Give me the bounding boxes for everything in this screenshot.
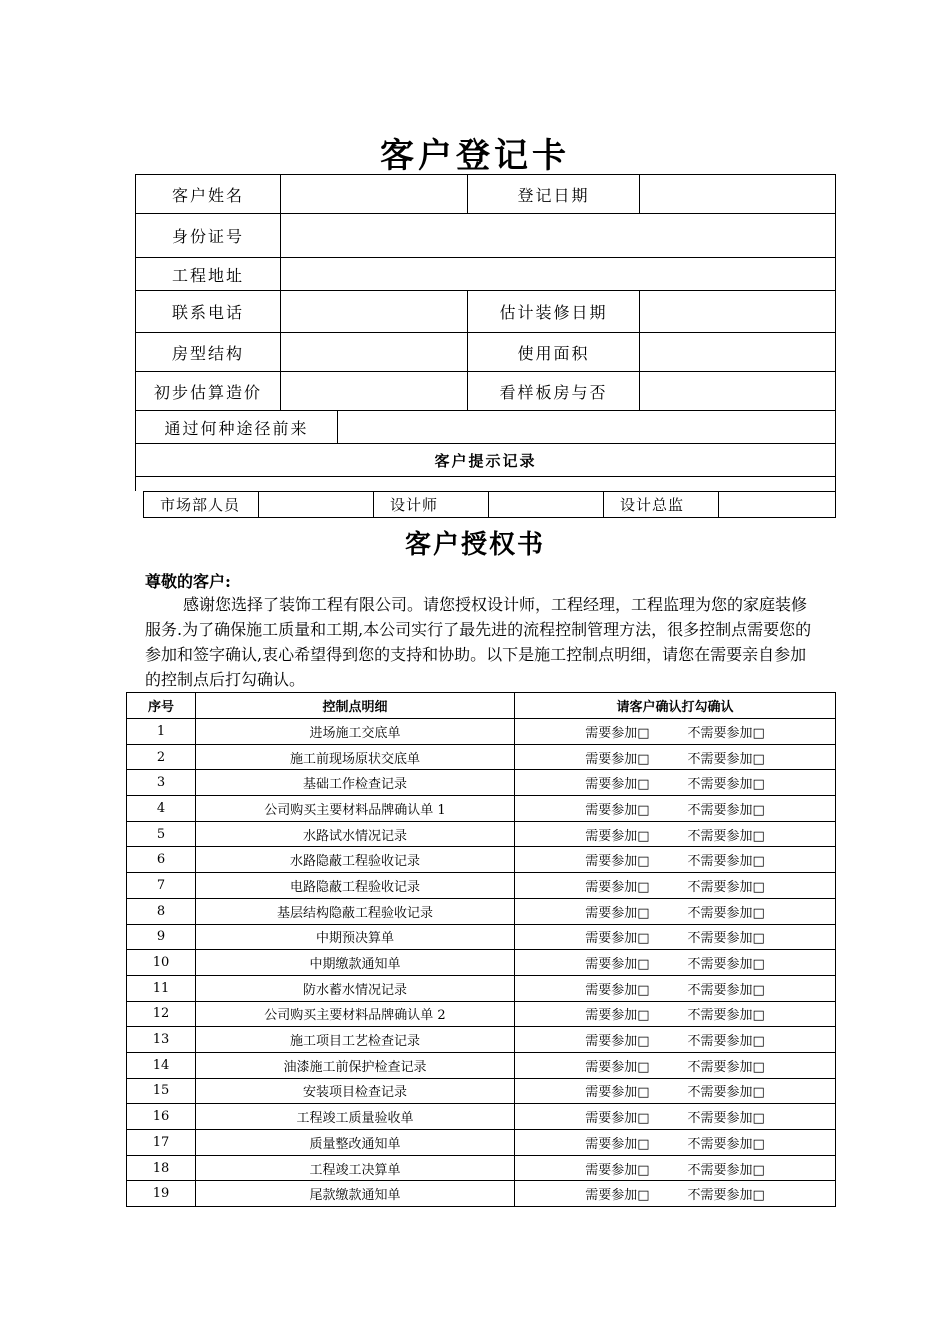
no-need-checkbox[interactable]: 不需要参加□ <box>687 1085 765 1101</box>
table-row <box>127 1104 836 1130</box>
row-item: 安装项目检查记录 <box>196 1078 515 1104</box>
address-field[interactable] <box>281 258 836 291</box>
row-confirm <box>515 796 836 822</box>
no-need-checkbox[interactable]: 不需要参加□ <box>687 1008 765 1024</box>
header-confirm: 请客户确认打勾确认 <box>515 693 836 719</box>
row-number: 14 <box>127 1052 196 1078</box>
row-number: 6 <box>127 847 196 873</box>
table-row <box>127 744 836 770</box>
need-checkbox[interactable]: 需要参加□ <box>585 1162 650 1178</box>
house-label: 房型结构 <box>136 333 281 372</box>
header-no: 序号 <box>127 693 196 719</box>
need-checkbox[interactable]: 需要参加□ <box>585 957 650 973</box>
designer-field[interactable] <box>489 492 604 518</box>
row-item: 工程竣工决算单 <box>196 1155 515 1181</box>
channel-field[interactable] <box>338 411 836 444</box>
no-need-checkbox[interactable]: 不需要参加□ <box>687 879 765 895</box>
model-field[interactable] <box>640 372 836 411</box>
row-number: 3 <box>127 770 196 796</box>
need-checkbox[interactable]: 需要参加□ <box>585 1136 650 1152</box>
row-item: 基层结构隐蔽工程验收记录 <box>196 898 515 924</box>
row-confirm <box>515 1104 836 1130</box>
need-checkbox[interactable]: 需要参加□ <box>585 1034 650 1050</box>
need-checkbox[interactable]: 需要参加□ <box>585 725 650 741</box>
row-number: 19 <box>127 1181 196 1207</box>
row-confirm <box>515 1078 836 1104</box>
no-need-checkbox[interactable]: 不需要参加□ <box>687 1059 765 1075</box>
table-row <box>127 847 836 873</box>
row-item: 施工前现场原状交底单 <box>196 744 515 770</box>
director-field[interactable] <box>719 492 836 518</box>
est-date-label: 估计装修日期 <box>468 291 640 333</box>
registration-title: 客户登记卡 <box>380 136 570 176</box>
greeting: 尊敬的客户: <box>145 572 231 591</box>
model-label: 看样板房与否 <box>468 372 640 411</box>
house-field[interactable] <box>281 333 468 372</box>
row-number: 12 <box>127 1001 196 1027</box>
no-need-checkbox[interactable]: 不需要参加□ <box>687 1162 765 1178</box>
row-item: 基础工作检查记录 <box>196 770 515 796</box>
table-row <box>127 1052 836 1078</box>
market-field[interactable] <box>259 492 374 518</box>
row-confirm <box>515 898 836 924</box>
registration-table <box>135 174 836 491</box>
row-item: 油漆施工前保护检查记录 <box>196 1052 515 1078</box>
need-checkbox[interactable]: 需要参加□ <box>585 1008 650 1024</box>
row-number: 10 <box>127 950 196 976</box>
no-need-checkbox[interactable]: 不需要参加□ <box>687 1136 765 1152</box>
row-item: 水路试水情况记录 <box>196 821 515 847</box>
row-confirm <box>515 744 836 770</box>
row-confirm <box>515 770 836 796</box>
channel-label: 通过何种途径前来 <box>136 411 338 444</box>
row-item: 水路隐蔽工程验收记录 <box>196 847 515 873</box>
need-checkbox[interactable]: 需要参加□ <box>585 802 650 818</box>
cost-field[interactable] <box>281 372 468 411</box>
no-need-checkbox[interactable]: 不需要参加□ <box>687 905 765 921</box>
id-label: 身份证号 <box>136 214 281 258</box>
no-need-checkbox[interactable]: 不需要参加□ <box>687 751 765 767</box>
row-item: 中期缴款通知单 <box>196 950 515 976</box>
table-row <box>127 821 836 847</box>
market-label: 市场部人员 <box>144 492 259 518</box>
need-checkbox[interactable]: 需要参加□ <box>585 854 650 870</box>
row-confirm <box>515 1052 836 1078</box>
row-item: 中期预决算单 <box>196 924 515 950</box>
no-need-checkbox[interactable]: 不需要参加□ <box>687 725 765 741</box>
row-item: 尾款缴款通知单 <box>196 1181 515 1207</box>
hint-field[interactable] <box>136 477 836 492</box>
control-table <box>126 692 836 1207</box>
row-confirm <box>515 719 836 745</box>
table-row <box>127 1155 836 1181</box>
table-row <box>127 975 836 1001</box>
no-need-checkbox[interactable]: 不需要参加□ <box>687 828 765 844</box>
row-number: 11 <box>127 975 196 1001</box>
need-checkbox[interactable]: 需要参加□ <box>585 982 650 998</box>
table-row <box>127 719 836 745</box>
signature-table <box>143 491 836 518</box>
intro-paragraph <box>145 592 815 692</box>
need-checkbox[interactable]: 需要参加□ <box>585 777 650 793</box>
no-need-checkbox[interactable]: 不需要参加□ <box>687 777 765 793</box>
need-checkbox[interactable]: 需要参加□ <box>585 1059 650 1075</box>
row-item: 公司购买主要材料品牌确认单 2 <box>196 1001 515 1027</box>
table-row <box>127 1181 836 1207</box>
authorization-title: 客户授权书 <box>404 530 545 560</box>
table-row <box>127 924 836 950</box>
designer-label: 设计师 <box>374 492 489 518</box>
row-number: 8 <box>127 898 196 924</box>
no-need-checkbox[interactable]: 不需要参加□ <box>687 1111 765 1127</box>
table-row <box>127 898 836 924</box>
cost-label: 初步估算造价 <box>136 372 281 411</box>
row-confirm <box>515 1130 836 1156</box>
name-label: 客户姓名 <box>136 175 281 214</box>
area-label: 使用面积 <box>468 333 640 372</box>
no-need-checkbox[interactable]: 不需要参加□ <box>687 957 765 973</box>
est-date-field[interactable] <box>640 291 836 333</box>
no-need-checkbox[interactable]: 不需要参加□ <box>687 982 765 998</box>
row-number: 2 <box>127 744 196 770</box>
row-item: 进场施工交底单 <box>196 719 515 745</box>
row-number: 13 <box>127 1027 196 1053</box>
need-checkbox[interactable]: 需要参加□ <box>585 1111 650 1127</box>
row-confirm <box>515 847 836 873</box>
row-confirm <box>515 821 836 847</box>
no-need-checkbox[interactable]: 不需要参加□ <box>687 802 765 818</box>
row-item: 施工项目工艺检查记录 <box>196 1027 515 1053</box>
table-row <box>127 1078 836 1104</box>
need-checkbox[interactable]: 需要参加□ <box>585 751 650 767</box>
need-checkbox[interactable]: 需要参加□ <box>585 1188 650 1204</box>
control-table-body <box>127 719 836 1207</box>
need-checkbox[interactable]: 需要参加□ <box>585 931 650 947</box>
date-label: 登记日期 <box>468 175 640 214</box>
row-confirm <box>515 1027 836 1053</box>
need-checkbox[interactable]: 需要参加□ <box>585 905 650 921</box>
table-row <box>127 1001 836 1027</box>
no-need-checkbox[interactable]: 不需要参加□ <box>687 1034 765 1050</box>
row-item: 公司购买主要材料品牌确认单 1 <box>196 796 515 822</box>
hint-label: 客户提示记录 <box>136 444 836 477</box>
row-number: 7 <box>127 873 196 899</box>
need-checkbox[interactable]: 需要参加□ <box>585 879 650 895</box>
row-confirm <box>515 924 836 950</box>
row-confirm <box>515 1181 836 1207</box>
table-row <box>127 770 836 796</box>
row-confirm <box>515 1155 836 1181</box>
no-need-checkbox[interactable]: 不需要参加□ <box>687 1188 765 1204</box>
phone-label: 联系电话 <box>136 291 281 333</box>
row-number: 16 <box>127 1104 196 1130</box>
row-item: 电路隐蔽工程验收记录 <box>196 873 515 899</box>
row-item: 防水蓄水情况记录 <box>196 975 515 1001</box>
row-confirm <box>515 873 836 899</box>
row-number: 5 <box>127 821 196 847</box>
row-number: 15 <box>127 1078 196 1104</box>
no-need-checkbox[interactable]: 不需要参加□ <box>687 854 765 870</box>
row-confirm <box>515 975 836 1001</box>
date-field[interactable] <box>640 175 836 214</box>
id-field[interactable] <box>281 214 836 258</box>
need-checkbox[interactable]: 需要参加□ <box>585 1085 650 1101</box>
row-number: 18 <box>127 1155 196 1181</box>
row-item: 工程竣工质量验收单 <box>196 1104 515 1130</box>
row-number: 4 <box>127 796 196 822</box>
table-row <box>127 796 836 822</box>
name-field[interactable] <box>281 175 468 214</box>
need-checkbox[interactable]: 需要参加□ <box>585 828 650 844</box>
row-number: 9 <box>127 924 196 950</box>
director-label: 设计总监 <box>604 492 719 518</box>
table-row <box>127 1130 836 1156</box>
row-number: 1 <box>127 719 196 745</box>
row-number: 17 <box>127 1130 196 1156</box>
table-row <box>127 873 836 899</box>
area-field[interactable] <box>640 333 836 372</box>
header-item: 控制点明细 <box>196 693 515 719</box>
no-need-checkbox[interactable]: 不需要参加□ <box>687 931 765 947</box>
table-row <box>127 1027 836 1053</box>
phone-field[interactable] <box>281 291 468 333</box>
table-row <box>127 950 836 976</box>
row-confirm <box>515 1001 836 1027</box>
row-confirm <box>515 950 836 976</box>
intro-text: 感谢您选择了装饰工程有限公司。请您授权设计师，工程经理，工程监理为您的家庭装修服务.为了确保施工质量和工期,本公司实行了最先进的流程控制管理方法，很多控制点需要您的参加和签字确认,衷心希望得到您的支持和协助。以下是施工控制点明细，请您在需要亲自参加的控制点后打勾确认。 <box>145 595 812 689</box>
row-item: 质量整改通知单 <box>196 1130 515 1156</box>
address-label: 工程地址 <box>136 258 281 291</box>
